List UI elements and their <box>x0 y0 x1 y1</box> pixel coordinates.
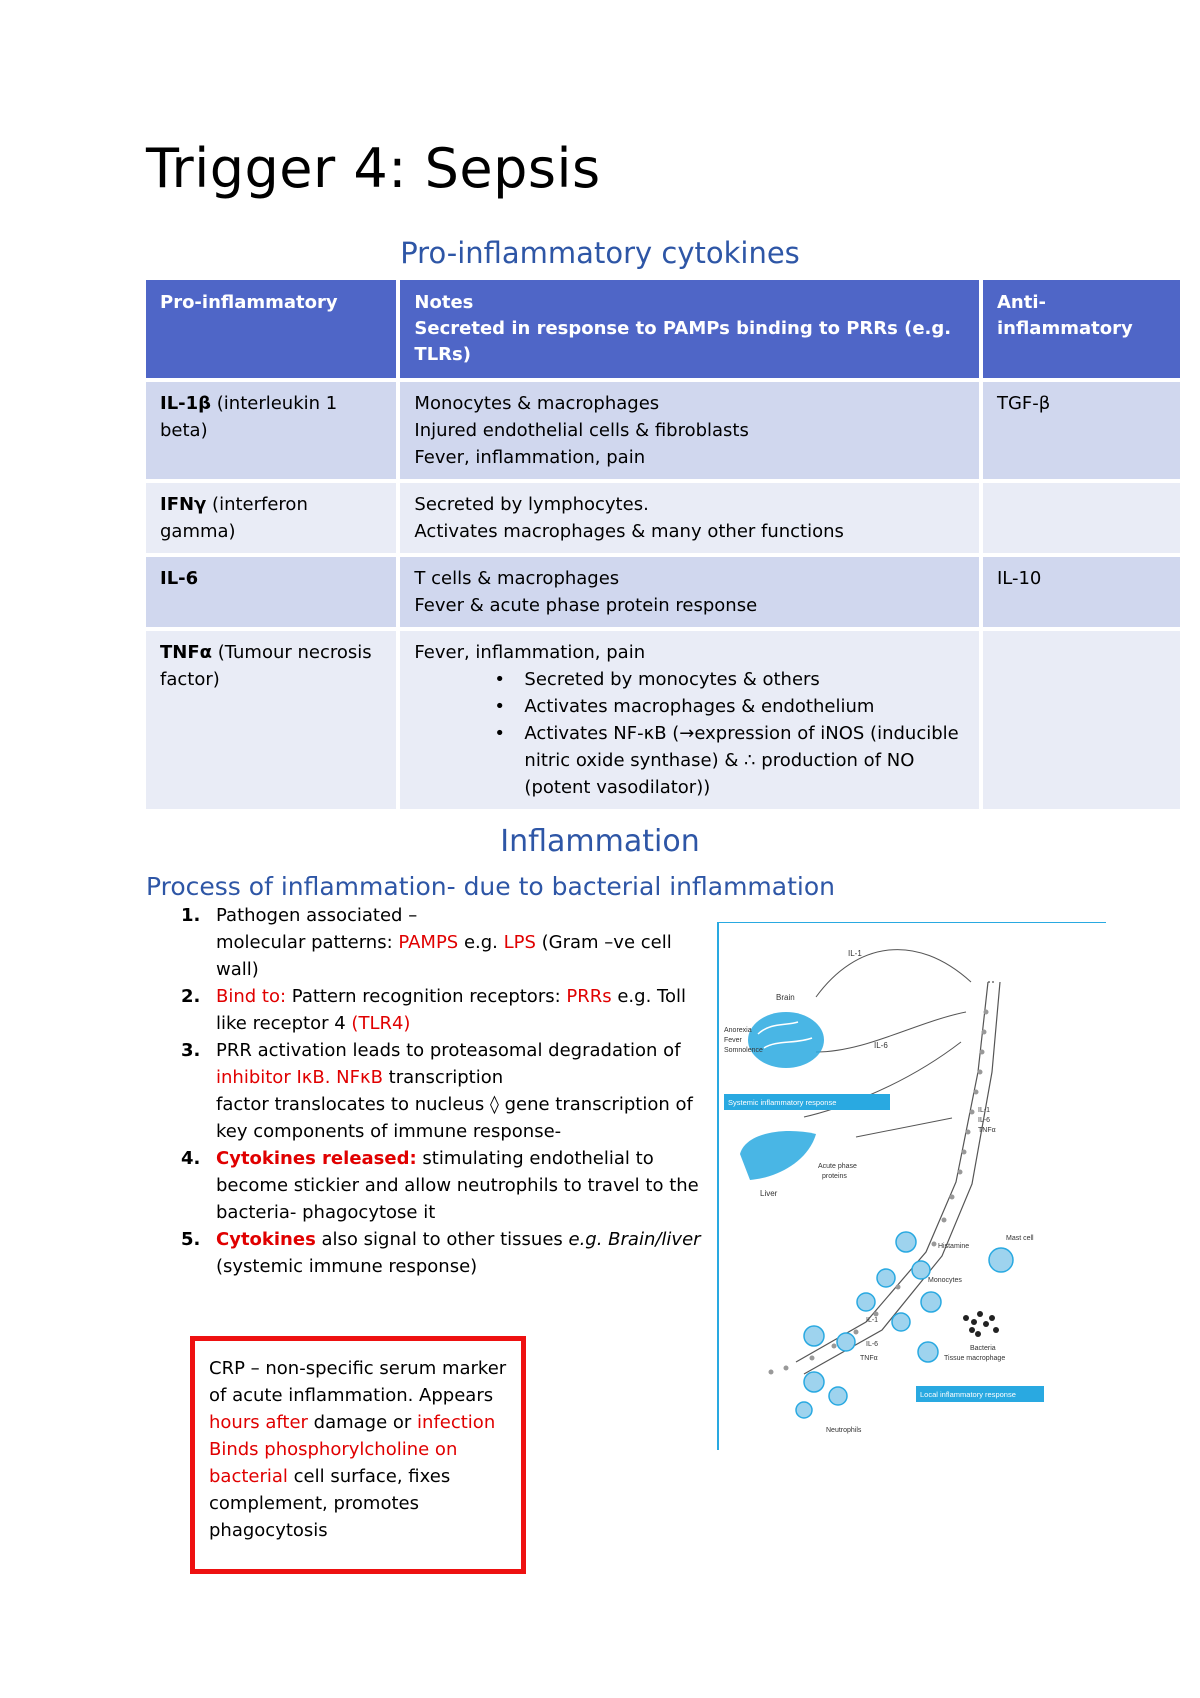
bacteria-icon <box>963 1311 999 1337</box>
cytokine-name <box>146 631 396 809</box>
label-tnfa: TNFα <box>978 1127 996 1134</box>
step-highlight: LPS <box>503 932 536 953</box>
cytokine-name-bold: TNFα <box>160 642 213 663</box>
step-highlight: Bind to: <box>216 986 287 1007</box>
cytokine-notes <box>400 557 979 627</box>
crp-highlight: Binds phosphorylcholine on bacterial <box>209 1439 458 1487</box>
section-heading-cytokines: Pro-inflammatory cytokines <box>400 236 800 270</box>
label-acute-phase: Acute phase <box>818 1163 857 1170</box>
note-line: T cells & macrophages <box>414 568 620 589</box>
note-line: Monocytes & macrophages <box>414 393 660 414</box>
table-row <box>146 382 1180 479</box>
header-notes-title: Notes <box>414 292 474 313</box>
section-heading-inflammation: Inflammation <box>500 824 700 859</box>
crp-text: damage or <box>307 1412 418 1433</box>
header-notes-subtitle: Secreted in response to PAMPs binding to PRRs (e.g. TLRs) <box>414 318 952 365</box>
crp-highlight: infection <box>417 1412 496 1433</box>
crp-text: CRP – non-specific serum marker of acute inflammation. Appears <box>209 1358 507 1406</box>
step-text-italic: e.g. Brain/liver <box>568 1229 701 1250</box>
label-monocytes: Monocytes <box>928 1277 962 1284</box>
step-text: transcription <box>382 1067 504 1088</box>
label-neutrophils: Neutrophils <box>826 1427 862 1434</box>
label-il1: IL-1 <box>848 949 862 958</box>
label-mast-cell: Mast cell <box>1006 1235 1034 1242</box>
note-line: Fever, inflammation, pain <box>414 447 646 468</box>
cytokine-name <box>146 557 396 627</box>
step-number: 1. <box>181 905 201 926</box>
subheading-process: Process of inflammation- due to bacterial inflammation <box>146 872 835 901</box>
label-il1c: IL-1 <box>866 1317 879 1324</box>
list-item <box>146 983 706 1037</box>
brain-icon <box>748 1012 824 1068</box>
label-systemic: Systemic inflammatory response <box>728 1098 837 1107</box>
step-text: (systemic immune response) <box>216 1256 478 1277</box>
label-liver: Liver <box>760 1189 778 1198</box>
label-local: Local inflammatory response <box>920 1390 1016 1399</box>
list-item <box>146 1226 706 1280</box>
step-text: factor translocates to nucleus ◊ gene transcription of key components of immune response- <box>216 1094 693 1142</box>
note-line: Injured endothelial cells & fibroblasts <box>414 420 749 441</box>
step-text: (Gram –ve cell wall) <box>216 932 672 980</box>
table-row <box>146 483 1180 553</box>
label-fever: Fever <box>724 1037 742 1044</box>
label-brain: Brain <box>776 993 795 1002</box>
label-proteins: proteins <box>822 1173 847 1180</box>
step-number: 3. <box>181 1040 201 1061</box>
step-highlight: inhibitor IκB. NFκB <box>216 1067 383 1088</box>
anti-cytokine <box>983 631 1180 809</box>
cytokine-notes <box>400 483 979 553</box>
header-notes <box>400 280 979 378</box>
label-il6c: IL-6 <box>866 1341 879 1348</box>
liver-icon <box>740 1131 816 1180</box>
step-text: e.g. Toll like receptor 4 <box>216 986 686 1034</box>
cytokine-table <box>142 276 1184 813</box>
note-bullet: • Activates NF-κB (→expression of iNOS (inducible nitric oxide synthase) & ∴ production of NO (potent vasodilator)) <box>524 720 965 801</box>
step-text: also signal to other tissues <box>315 1229 569 1250</box>
process-steps <box>146 902 706 1280</box>
crp-text: cell surface, fixes complement, promotes phagocytosis <box>209 1466 451 1541</box>
label-il6: IL-6 <box>874 1041 888 1050</box>
label-tnfb: TNFα <box>860 1355 878 1362</box>
step-number: 4. <box>181 1148 201 1169</box>
note-bullet: • Activates macrophages & endothelium <box>524 693 965 720</box>
cytokine-name-rest: (interferon gamma) <box>160 494 308 542</box>
crp-note-box <box>190 1336 526 1574</box>
cytokine-notes <box>400 631 979 809</box>
table-row <box>146 557 1180 627</box>
note-line: Fever, inflammation, pain <box>414 642 646 663</box>
anti-cytokine: TGF-β <box>983 382 1180 479</box>
table-header-row <box>146 280 1180 378</box>
note-line: Secreted by lymphocytes. <box>414 494 649 515</box>
step-highlight: (TLR4) <box>351 1013 411 1034</box>
inflammation-diagram <box>716 922 1106 1450</box>
step-highlight: Cytokines released: <box>216 1148 417 1169</box>
cytokine-notes <box>400 382 979 479</box>
table-row <box>146 631 1180 809</box>
step-highlight: PRRs <box>566 986 612 1007</box>
page-title: Trigger 4: Sepsis <box>146 137 601 200</box>
step-highlight: PAMPS <box>398 932 459 953</box>
list-item <box>146 1037 706 1145</box>
note-line: Activates macrophages & many other functions <box>414 521 844 542</box>
crp-highlight: hours after <box>209 1412 308 1433</box>
label-histamine: Histamine <box>938 1243 970 1250</box>
step-text: Pathogen associated – <box>216 905 418 926</box>
cytokine-name <box>146 382 396 479</box>
label-bacteria: Bacteria <box>970 1345 996 1352</box>
step-text: stimulating endothelial to become stickier and allow neutrophils to travel to the bacteria- phagocytose it <box>216 1148 699 1223</box>
cytokine-name-bold: IL-6 <box>160 568 199 589</box>
step-text: e.g. <box>458 932 504 953</box>
label-tissue-macrophage: Tissue macrophage <box>944 1355 1006 1362</box>
note-bullet: • Secreted by monocytes & others <box>524 666 965 693</box>
step-text: Pattern recognition receptors: <box>286 986 567 1007</box>
list-item <box>146 902 706 983</box>
step-highlight: Cytokines <box>216 1229 316 1250</box>
step-number: 5. <box>181 1229 201 1250</box>
note-line: Fever & acute phase protein response <box>414 595 758 616</box>
step-number: 2. <box>181 986 201 1007</box>
anti-cytokine: IL-10 <box>983 557 1180 627</box>
label-il1b: IL-1 <box>978 1107 991 1114</box>
cytokine-name-bold: IL-1β <box>160 393 212 414</box>
label-il6b: IL-6 <box>978 1117 991 1124</box>
header-anti-inflammatory: Anti-inflammatory <box>983 280 1180 378</box>
anti-cytokine <box>983 483 1180 553</box>
cytokine-name <box>146 483 396 553</box>
note-bullet-list <box>414 666 965 801</box>
cytokine-name-rest: (Tumour necrosis factor) <box>160 642 372 690</box>
cytokine-name-bold: IFNγ <box>160 494 207 515</box>
header-pro-inflammatory: Pro-inflammatory <box>146 280 396 378</box>
label-somnolence: Somnolence <box>724 1047 763 1054</box>
step-text: PRR activation leads to proteasomal degradation of <box>216 1040 681 1061</box>
list-item <box>146 1145 706 1226</box>
cytokine-name-rest: (interleukin 1 beta) <box>160 393 338 441</box>
label-anorexia: Anorexia <box>724 1027 752 1034</box>
step-text: molecular patterns: <box>216 932 399 953</box>
